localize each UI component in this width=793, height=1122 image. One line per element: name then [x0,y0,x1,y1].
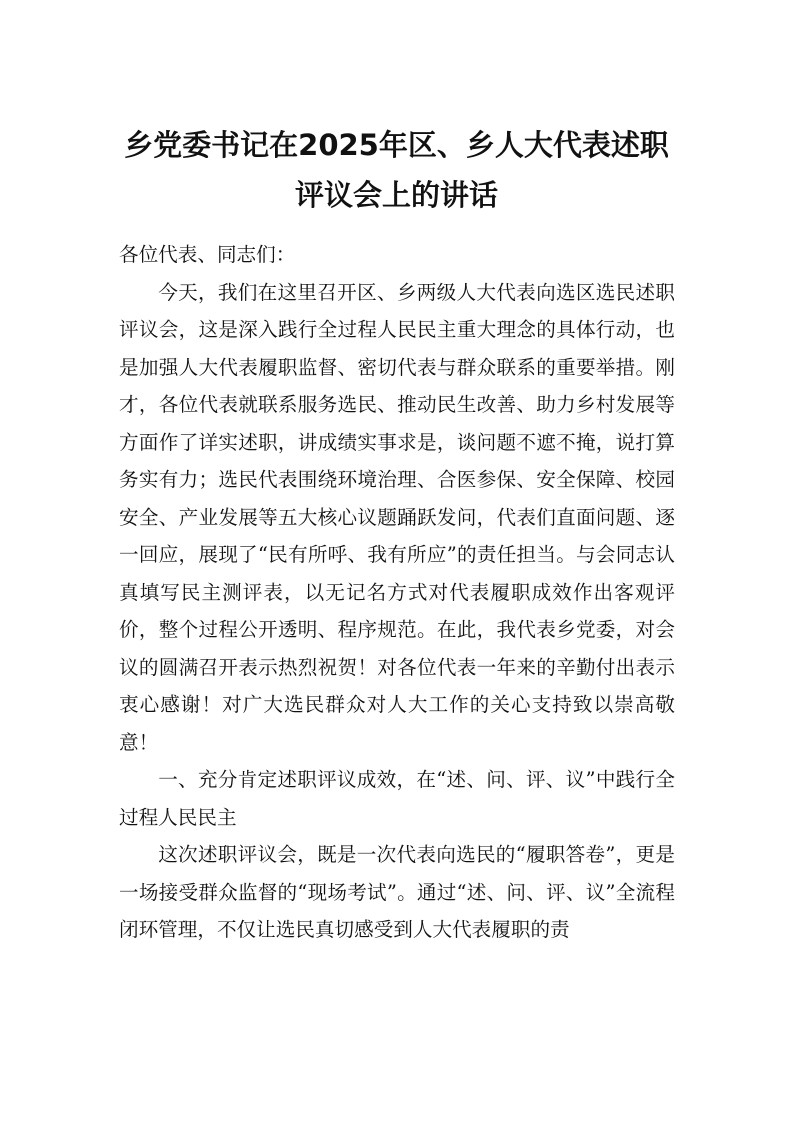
title-line-1: 乡党委书记在2025年区、乡人大代表述职 [124,128,669,162]
paragraph-section-1: 这次述职评议会，既是一次代表向选民的“履职答卷”，更是一场接受群众监督的“现场考试”。通过“述、问、评、议”全流程闭环管理，不仅让选民真切感受到人大代表履职的责 [119,843,675,941]
document-body [119,236,675,949]
section-heading-1: 一、充分肯定述职评议成效，在“述、问、评、议”中践行全过程人民民主 [119,768,675,829]
document-title [100,120,693,220]
paragraph-opening: 今天，我们在这里召开区、乡两级人大代表向选区选民述职评议会，这是深入践行全过程人民民主重大理念的具体行动，也是加强人大代表履职监督、密切代表与群众联系的重要举措。刚才，各位代表就联系服务选民、推动民生改善、助力乡村发展等方面作了详实述职，讲成绩实事求是，谈问题不遮不掩，说打算务实有力；选民代表围绕环境治理、合医参保、安全保障、校园安全、产业发展等五大核心议题踊跃发问，代表们直面问题、逐一回应，展现了“民有所呼、我有所应”的责任担当。与会同志认真填写民主测评表，以无记名方式对代表履职成效作出客观评价，整个过程公开透明、程序规范。在此，我代表乡党委，对会议的圆满召开表示热烈祝贺！对各位代表一年来的辛勤付出表示衷心感谢！对广大选民群众对人大工作的关心支持致以崇高敬意！ [119,280,675,754]
title-line-2: 评议会上的讲话 [294,178,498,212]
salutation: 各位代表、同志们： [119,243,296,266]
